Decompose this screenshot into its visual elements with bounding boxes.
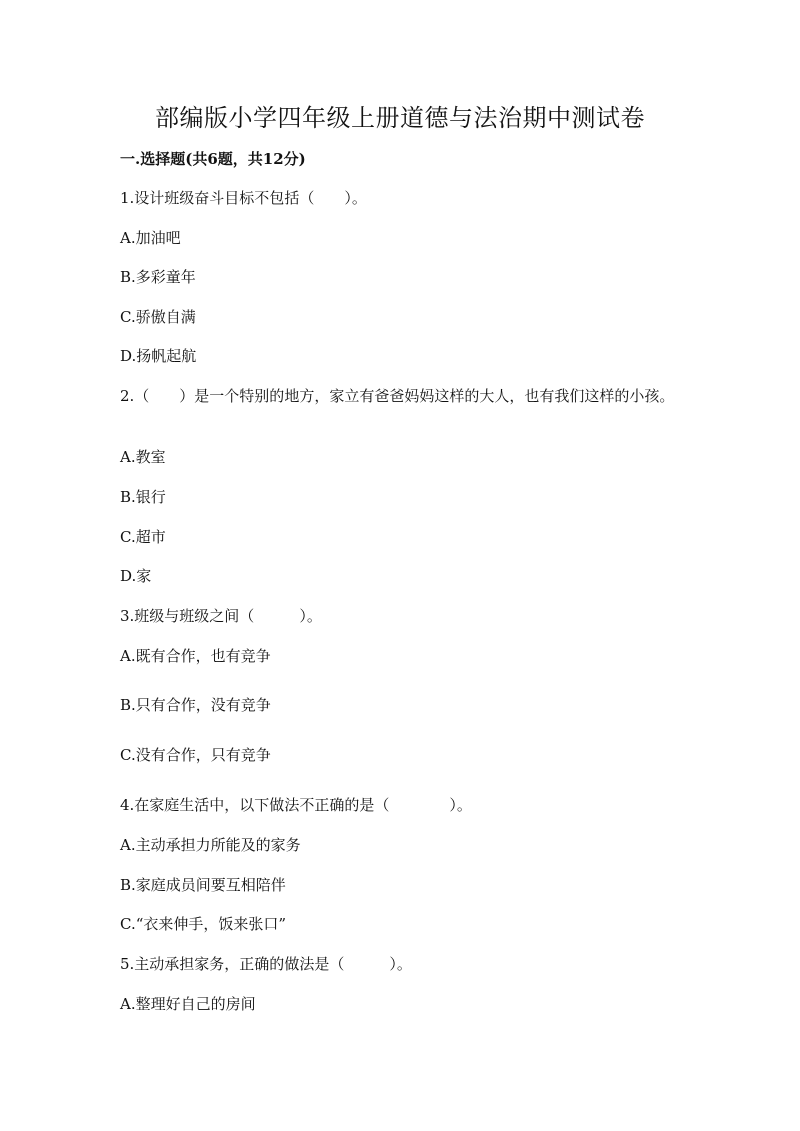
question-1-option-a: A.加油吧 bbox=[120, 229, 181, 247]
question-4-option-b: B.家庭成员间要互相陪伴 bbox=[120, 876, 286, 894]
section-header: 一.选择题(共6题，共12分) bbox=[120, 150, 306, 168]
question-5-option-a: A.整理好自己的房间 bbox=[120, 995, 256, 1013]
page-title: 部编版小学四年级上册道德与法治期中测试卷 bbox=[155, 104, 645, 132]
question-4-stem: 4.在家庭生活中，以下做法不正确的是（ ）。 bbox=[120, 796, 472, 814]
question-3-option-b: B.只有合作，没有竞争 bbox=[120, 696, 271, 714]
question-2-option-d: D.家 bbox=[120, 567, 152, 585]
question-2-stem: 2.（ ）是一个特别的地方，家立有爸爸妈妈这样的大人，也有我们这样的小孩。 bbox=[120, 387, 675, 405]
question-1-option-d: D.扬帆起航 bbox=[120, 347, 197, 365]
question-2-option-b: B.银行 bbox=[120, 488, 166, 506]
question-5-stem: 5.主动承担家务，正确的做法是（ ）。 bbox=[120, 955, 412, 973]
question-2-option-c: C.超市 bbox=[120, 528, 166, 546]
question-1-option-c: C.骄傲自满 bbox=[120, 308, 196, 326]
question-2-option-a: A.教室 bbox=[120, 448, 166, 466]
question-3-option-a: A.既有合作，也有竞争 bbox=[120, 647, 271, 665]
question-4-option-a: A.主动承担力所能及的家务 bbox=[120, 836, 301, 854]
question-3-stem: 3.班级与班级之间（ ）。 bbox=[120, 607, 322, 625]
question-3-option-c: C.没有合作，只有竞争 bbox=[120, 746, 271, 764]
question-4-option-c: C.“衣来伸手，饭来张口” bbox=[120, 915, 287, 933]
question-1-stem: 1.设计班级奋斗目标不包括（ ）。 bbox=[120, 189, 367, 207]
question-1-option-b: B.多彩童年 bbox=[120, 268, 196, 286]
